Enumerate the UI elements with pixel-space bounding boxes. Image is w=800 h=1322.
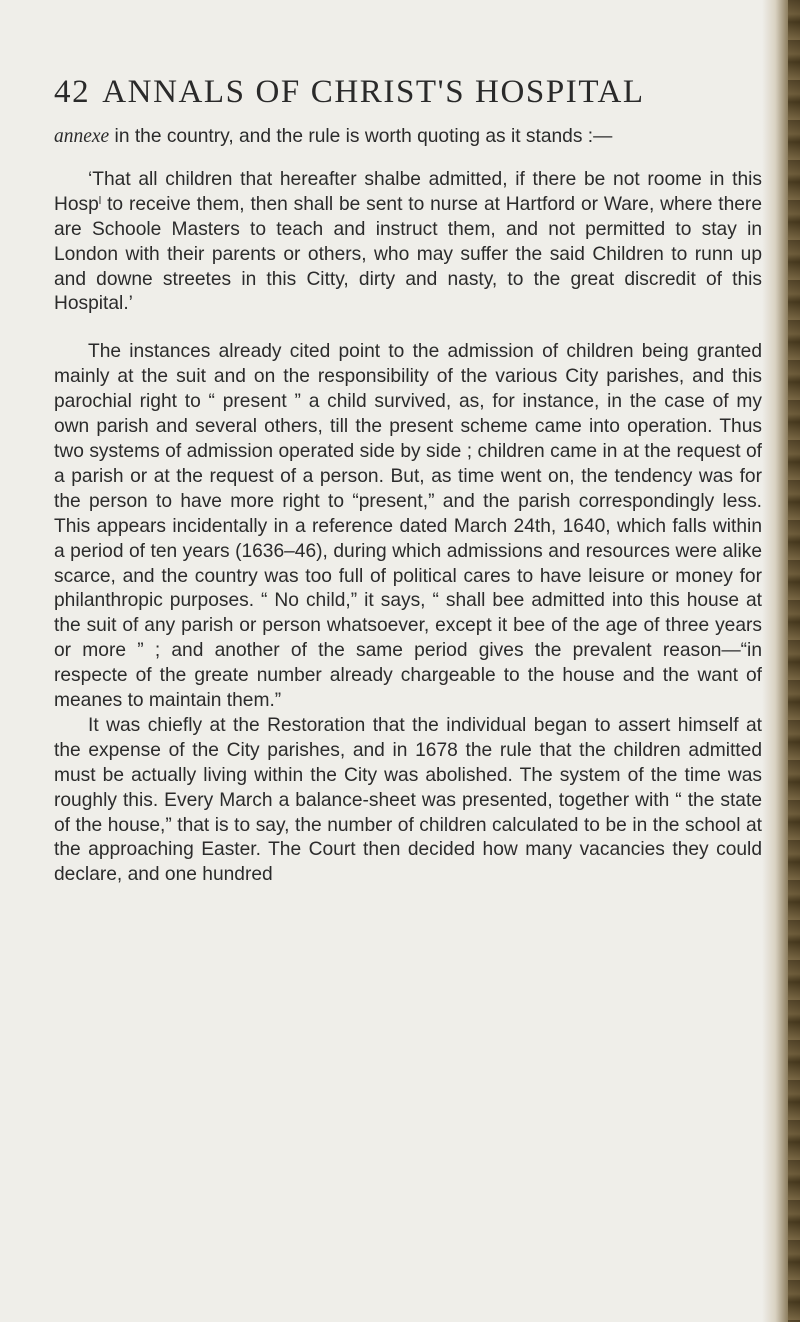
paragraph-continuation-text: in the country, and the rule is worth quoting as it stands :—	[109, 126, 613, 147]
page-binding-edge	[788, 0, 800, 1322]
running-header	[54, 74, 645, 111]
quoted-rule	[54, 168, 762, 317]
quoted-rule-part-1: ‘That all children that hereafter shalbe admitted, if there be not roome in this Hosp	[54, 168, 762, 215]
paragraph-admission-systems: The instances already cited point to the admission of children being granted mainly at the suit and on the responsibility of the various City parishes, and this parochial right to “ present ” a child survived, as, for instance, in the case of my own parish and several others, till the present scheme came into operation. Thus two systems of admission operated side by side ; children came in at the request of a parish or at the request of a person. But, as time went on, the tendency was for the person to have more right to “present,” and the parish correspondingly less. This appears incidentally in a reference dated March 24th, 1640, which falls within a period of ten years (1636–46), during which admissions and resources were alike scarce, and the country was too full of political cares to have leisure or money for philanthropic purposes. “ No child,” it says, “ shall bee admitted into this house at the suit of any parish or person whatsoever, except it bee of the age of three years or more ” ; and another of the same period gives the prevalent reason—“in respecte of the greate number already chargeable to the house and the want of meanes to maintain them.”	[54, 341, 762, 712]
paragraph-restoration: It was chiefly at the Restoration that the individual began to assert himself at the expense of the City parishes, and in 1678 the rule that the children admitted must be actually living within the City was abolished. The system of the time was roughly this. Every March a balance-sheet was presented, together with “ the state of the house,” that is to say, the number of children calculated to be in the school at the approaching Easter. The Court then decided how many vacancies they could declare, and one hundred	[54, 714, 762, 886]
italic-word-annexe: annexe	[54, 126, 110, 147]
paragraph-continuation	[54, 125, 762, 150]
page-body	[54, 125, 762, 888]
abbreviation-superscript: l	[98, 194, 102, 207]
page-number: 42	[54, 74, 91, 110]
running-title: ANNALS OF CHRIST'S HOSPITAL	[102, 74, 645, 110]
quoted-rule-part-2: to receive them, then shall be sent to nurse at Hartford or Ware, where there are Schoole Masters to teach and instruct them, and not permitted to stay in London with their parents or others, who may suffer the said Children to runn up and downe streetes in this Citty, dirty and nasty, to the great discredit of this Hospital.’	[54, 193, 762, 315]
